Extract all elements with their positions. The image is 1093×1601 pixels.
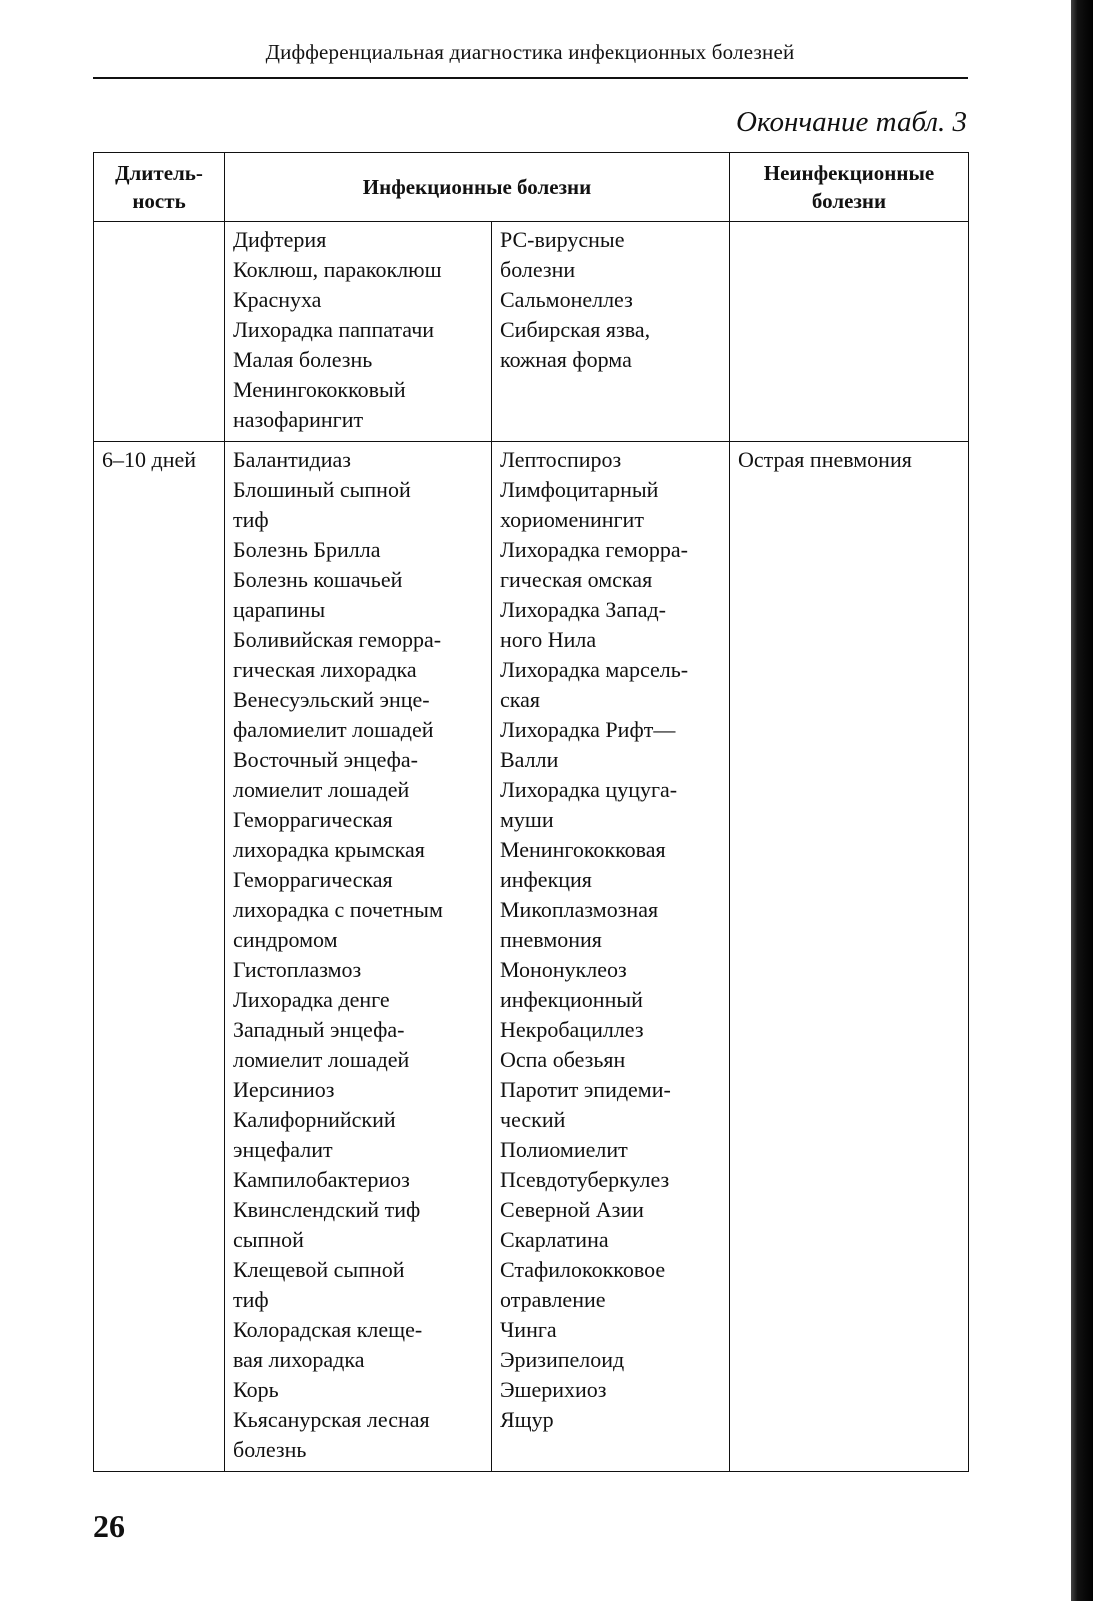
header-noninfectious: Неинфекционные болезни xyxy=(730,153,969,222)
diagnosis-table xyxy=(93,152,969,1472)
cell-infectious-list: Балантидиаз Блошиный сыпной тиф Болезнь Брилла Болезнь кошачьей царапины Боливийская геморра- гическая лихорадка Венесуэльский энце- фаломиелит лошадей Восточный энцефа- ломиелит лошадей Геморрагическая лихорадка крымская Геморрагическая лихорадка с почетным синдромом Гистоплазмоз Лихорадка денге Западный энцефа- ломиелит лошадей Иерсиниоз Калифорнийский энцефалит Кампилобактериоз Квинслендский тиф сыпной Клещевой сыпной тиф Колорадская клеще- вая лихорадка Корь Кьясанурская лесная болезнь xyxy=(225,442,492,1472)
table-row xyxy=(94,442,969,1472)
table-header-row xyxy=(94,153,969,222)
page-number: 26 xyxy=(93,1508,125,1544)
cell-infectious-list: Дифтерия Коклюш, паракоклюш Краснуха Лихорадка паппатачи Малая болезнь Менингококковый назофарингит xyxy=(225,222,492,442)
cell-duration xyxy=(94,222,225,442)
cell-noninfectious-list: Острая пневмония xyxy=(730,442,969,1472)
header-rule xyxy=(93,77,968,79)
header-infectious: Инфекционные болезни xyxy=(225,153,730,222)
cell-infectious-list: РС-вирусные болезни Сальмонеллез Сибирская язва, кожная форма xyxy=(492,222,730,442)
running-title: Дифференциальная диагностика инфекционных болезней xyxy=(265,40,795,64)
header-duration: Длитель- ность xyxy=(94,153,225,222)
table-row xyxy=(94,222,969,442)
cell-infectious-list: Лептоспироз Лимфоцитарный хориоменингит Лихорадка геморра- гическая омская Лихорадка Запад- ного Нила Лихорадка марсель- ская Лихорадка Рифт— Валли Лихорадка цуцуга- муши Менингококковая инфекция Микоплазмозная пневмония Мононуклеоз инфекционный Некробациллез Оспа обезьян Паротит эпидеми- ческий Полиомиелит Псевдотуберкулез Северной Азии Скарлатина Стафилококковое отравление Чинга Эризипелоид Эшерихиоз Ящур xyxy=(492,442,730,1472)
cell-noninfectious-list xyxy=(730,222,969,442)
scan-edge xyxy=(1071,0,1093,1601)
table-continuation-label: Окончание табл. 3 xyxy=(736,106,967,138)
cell-duration: 6–10 дней xyxy=(94,442,225,1472)
